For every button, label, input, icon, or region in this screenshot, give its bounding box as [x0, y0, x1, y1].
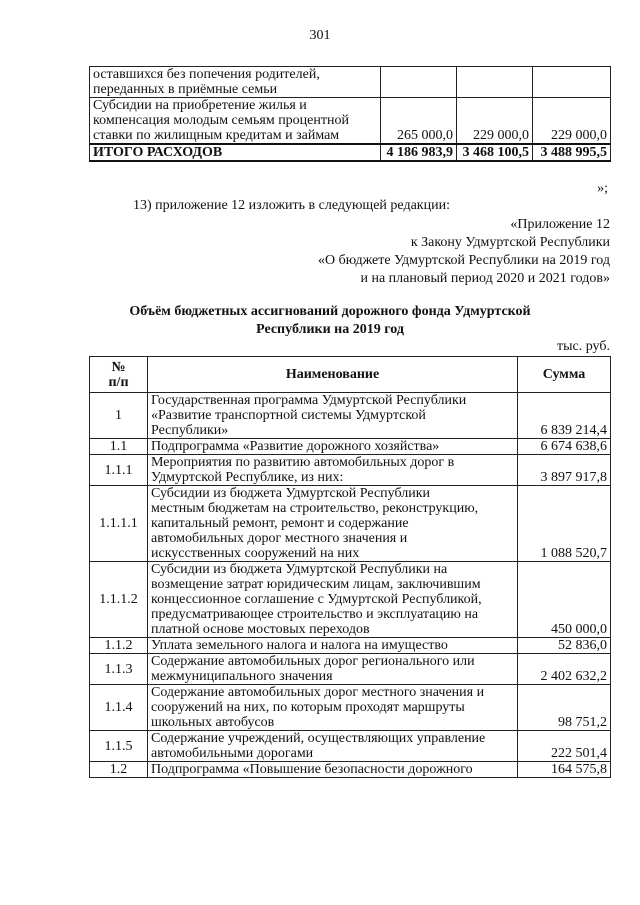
row-name-line: Уплата земельного налога и налога на имущество	[151, 638, 448, 653]
row-sum: 222 501,4	[518, 731, 611, 762]
total-row	[90, 144, 611, 161]
expense-value	[533, 67, 611, 98]
row-name	[148, 562, 518, 638]
total-label: ИТОГО РАСХОДОВ	[90, 144, 381, 161]
row-name-line: Подпрограмма «Повышение безопасности дорожного	[151, 762, 473, 777]
row-number: 1.2	[90, 762, 148, 778]
document-title-line: Республики на 2019 год	[256, 322, 404, 337]
header-sum: Сумма	[518, 357, 611, 393]
row-number: 1.1.1.1	[90, 486, 148, 562]
expense-name-line: Субсидии на приобретение жилья и	[93, 98, 307, 113]
table-row	[90, 562, 611, 638]
expense-name-line: оставшихся без попечения родителей,	[93, 67, 320, 82]
row-name	[148, 393, 518, 439]
row-sum: 6 674 638,6	[518, 439, 611, 455]
units-label: тыс. руб.	[557, 339, 610, 354]
row-name-line: автомобильными дорогами	[151, 746, 314, 761]
expense-name	[90, 98, 381, 145]
row-number: 1.1	[90, 439, 148, 455]
row-name-line: автомобильных дорог местного значения и	[151, 531, 408, 546]
appendix-header-line: к Закону Удмуртской Республики	[410, 235, 610, 250]
document-title-line: Объём бюджетных ассигнований дорожного фонда Удмуртской	[129, 304, 531, 319]
row-number: 1.1.5	[90, 731, 148, 762]
row-number: 1.1.3	[90, 654, 148, 685]
table-row	[90, 685, 611, 731]
table-row	[90, 731, 611, 762]
closing-quote: »;	[597, 181, 608, 196]
amendment-instruction: 13) приложение 12 изложить в следующей редакции:	[133, 198, 450, 213]
row-name-line: Государственная программа Удмуртской Республики	[151, 393, 467, 408]
document-title	[60, 303, 600, 339]
appendix-header-line: «Приложение 12	[510, 217, 610, 232]
table-row	[90, 654, 611, 685]
expense-name-line: переданных в приёмные семьи	[93, 82, 278, 97]
table-row	[90, 393, 611, 439]
row-name-line: Содержание учреждений, осуществляющих управление	[151, 731, 486, 746]
row-number: 1	[90, 393, 148, 439]
row-name	[148, 731, 518, 762]
appendix-header-line: «О бюджете Удмуртской Республики на 2019 год	[317, 253, 610, 268]
table-row	[90, 439, 611, 455]
expense-value: 265 000,0	[381, 98, 457, 145]
row-name	[148, 486, 518, 562]
row-sum: 1 088 520,7	[518, 486, 611, 562]
row-name	[148, 654, 518, 685]
total-value: 3 468 100,5	[457, 144, 533, 161]
row-name-line: возмещение затрат юридическим лицам, заключившим	[151, 577, 481, 592]
row-name-line: Содержание автомобильных дорог регионального или	[151, 654, 475, 669]
row-name-line: Субсидии из бюджета Удмуртской Республики	[151, 486, 431, 501]
row-name-line: школьных автобусов	[151, 715, 275, 730]
row-name-line: сооружений на них, по которым проходят маршруты	[151, 700, 465, 715]
appendix-header-line: и на плановый период 2020 и 2021 годов»	[360, 271, 610, 286]
row-sum: 52 836,0	[518, 638, 611, 654]
row-number: 1.1.4	[90, 685, 148, 731]
row-sum: 2 402 632,2	[518, 654, 611, 685]
row-sum: 164 575,8	[518, 762, 611, 778]
expense-value	[381, 67, 457, 98]
row-name-line: Подпрограмма «Развитие дорожного хозяйства»	[151, 439, 440, 454]
row-name-line: предусматривающее строительство и эксплуатацию на	[151, 607, 479, 622]
road-fund-table	[89, 356, 611, 778]
top-table	[89, 66, 611, 162]
expense-value: 229 000,0	[457, 98, 533, 145]
row-name	[148, 685, 518, 731]
header-name: Наименование	[148, 357, 518, 393]
row-name-line: Удмуртской Республике, из них:	[151, 470, 344, 485]
row-name-line: капитальный ремонт, ремонт и содержание	[151, 516, 409, 531]
table-row	[90, 98, 611, 145]
row-name-line: Республики»	[151, 423, 229, 438]
row-number: 1.1.1.2	[90, 562, 148, 638]
row-name-line: искусственных сооружений на них	[151, 546, 360, 561]
expense-name-line: ставки по жилищным кредитам и займам	[93, 128, 340, 143]
row-name	[148, 762, 518, 778]
row-name	[148, 439, 518, 455]
row-name-line: концессионное соглашение с Удмуртской Республикой,	[151, 592, 482, 607]
row-sum: 3 897 917,8	[518, 455, 611, 486]
row-name-line: местным бюджетам на строительство, реконструкцию,	[151, 501, 479, 516]
row-name-line: «Развитие транспортной системы Удмуртской	[151, 408, 426, 423]
expense-value	[457, 67, 533, 98]
total-value: 3 488 995,5	[533, 144, 611, 161]
row-sum: 450 000,0	[518, 562, 611, 638]
row-name-line: Содержание автомобильных дорог местного значения и	[151, 685, 485, 700]
table-row	[90, 638, 611, 654]
row-name-line: межмуниципального значения	[151, 669, 333, 684]
expense-name	[90, 67, 381, 98]
row-number: 1.1.1	[90, 455, 148, 486]
row-name	[148, 455, 518, 486]
row-number: 1.1.2	[90, 638, 148, 654]
row-name-line: платной основе мостовых переходов	[151, 622, 370, 637]
table-row	[90, 486, 611, 562]
table-row	[90, 67, 611, 98]
row-name	[148, 638, 518, 654]
appendix-header	[318, 216, 610, 288]
expense-value: 229 000,0	[533, 98, 611, 145]
table-row	[90, 455, 611, 486]
row-name-line: Мероприятия по развитию автомобильных дорог в	[151, 455, 455, 470]
expense-name-line: компенсация молодым семьям процентной	[93, 113, 349, 128]
row-sum: 98 751,2	[518, 685, 611, 731]
total-value: 4 186 983,9	[381, 144, 457, 161]
page-number: 301	[309, 28, 331, 43]
header-number: № п/п	[90, 357, 148, 393]
row-sum: 6 839 214,4	[518, 393, 611, 439]
table-header-row	[90, 357, 611, 393]
table-row	[90, 762, 611, 778]
row-name-line: Субсидии из бюджета Удмуртской Республики на	[151, 562, 448, 577]
